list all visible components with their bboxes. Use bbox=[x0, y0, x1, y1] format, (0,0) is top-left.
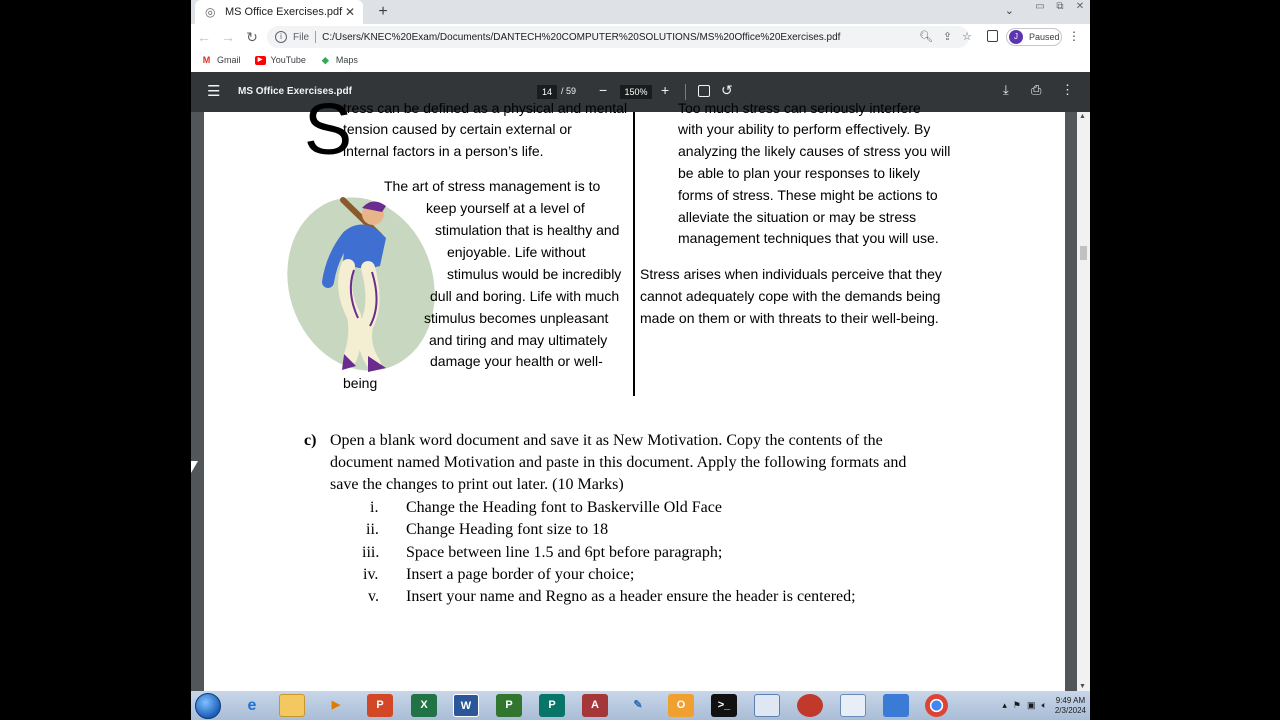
maps-icon: ◆ bbox=[321, 54, 329, 65]
zoom-out-icon[interactable]: − bbox=[599, 82, 608, 98]
close-window-icon[interactable]: ✕ bbox=[1075, 1, 1085, 12]
tab-title: MS Office Exercises.pdf bbox=[225, 6, 343, 18]
list-item-number: v. bbox=[368, 588, 379, 605]
bookmark-gmail[interactable] bbox=[201, 55, 241, 65]
powerpoint-icon[interactable]: P bbox=[367, 694, 393, 717]
info-icon[interactable]: i bbox=[275, 31, 287, 43]
wrap-line: being bbox=[343, 375, 378, 391]
clock-date: 2/3/2024 bbox=[1054, 705, 1086, 715]
zoom-in-icon[interactable]: + bbox=[661, 82, 670, 98]
browser-toolbar bbox=[191, 24, 1090, 50]
list-item-number: i. bbox=[370, 499, 379, 516]
outlook-icon[interactable]: O bbox=[668, 694, 694, 717]
left-col-line: tension caused by certain external or bbox=[343, 121, 572, 137]
chrome-window bbox=[191, 0, 1090, 691]
document-title: MS Office Exercises.pdf bbox=[238, 86, 352, 97]
wrap-line: stimulus becomes unpleasant bbox=[424, 310, 609, 326]
list-item-number: iv. bbox=[363, 566, 379, 583]
browser-menu-icon[interactable]: ⋮ bbox=[1068, 29, 1080, 43]
list-item: Change Heading font size to 18 bbox=[406, 521, 609, 538]
start-button[interactable] bbox=[195, 693, 221, 719]
side-panel-icon[interactable] bbox=[987, 30, 998, 42]
mouse-cursor bbox=[191, 461, 198, 473]
image-viewer-icon[interactable] bbox=[754, 694, 780, 717]
clock-time: 9:49 AM bbox=[1055, 695, 1086, 705]
baseball-player-illustration bbox=[288, 186, 438, 376]
profile-status: Paused bbox=[1029, 32, 1060, 42]
divider bbox=[315, 31, 316, 43]
list-item: Space between line 1.5 and 6pt before paragraph; bbox=[406, 544, 723, 561]
download-icon[interactable]: ⤓ bbox=[1003, 82, 1009, 97]
list-item: Insert your name and Regno as a header ensure the header is centered; bbox=[406, 588, 856, 605]
address-bar[interactable] bbox=[267, 26, 969, 48]
right-col-line: be able to plan your responses to likely bbox=[678, 165, 921, 181]
back-icon[interactable]: ← bbox=[197, 29, 211, 45]
bookmark-label: Gmail bbox=[217, 55, 241, 65]
tray-arrow-icon[interactable]: ▴ bbox=[1002, 700, 1007, 710]
scheme-label: File bbox=[293, 31, 310, 43]
question-label: c) bbox=[304, 432, 317, 449]
wrap-line: stimulation that is healthy and bbox=[435, 222, 620, 238]
scroll-down-icon[interactable]: ▼ bbox=[1079, 683, 1086, 690]
omnibox-actions bbox=[919, 30, 972, 43]
print-icon[interactable]: ⎙ bbox=[1031, 82, 1042, 97]
wrap-line: enjoyable. Life without bbox=[447, 244, 586, 260]
scrollbar[interactable] bbox=[1077, 112, 1090, 691]
forward-icon[interactable]: → bbox=[221, 29, 235, 45]
window-controls bbox=[1030, 0, 1090, 16]
network-icon[interactable] bbox=[840, 694, 866, 717]
paint-icon[interactable]: ✎ bbox=[633, 699, 643, 711]
question-line: save the changes to print out later. (10 Marks) bbox=[330, 476, 624, 493]
wrap-line: dull and boring. Life with much bbox=[430, 288, 620, 304]
folder-icon[interactable] bbox=[279, 694, 305, 717]
wrap-line: keep yourself at a level of bbox=[426, 200, 585, 216]
wrap-line: The art of stress management is to bbox=[384, 178, 601, 194]
rotate-icon[interactable]: ↺ bbox=[721, 82, 733, 98]
right-col-line: alleviate the situation or may be stress bbox=[678, 209, 917, 225]
right-col-line: analyzing the likely causes of stress you will bbox=[678, 143, 951, 159]
close-tab-icon[interactable]: ✕ bbox=[344, 5, 356, 19]
tab-pdf[interactable] bbox=[195, 0, 363, 24]
system-tray bbox=[996, 691, 1086, 720]
youtube-icon: ▶ bbox=[255, 56, 266, 65]
menu-icon[interactable]: ☰ bbox=[207, 83, 221, 100]
left-col-cut-line: tress can be defined as a physical and mental bbox=[343, 100, 628, 116]
tool-icon[interactable] bbox=[883, 694, 909, 717]
right-col-cut-line: Too much stress can seriously interfere bbox=[678, 100, 921, 116]
tab-strip bbox=[191, 0, 1090, 24]
zoom-input[interactable]: 150% bbox=[620, 85, 652, 99]
right-col-para2-line: Stress arises when individuals perceive that they bbox=[640, 266, 942, 282]
chrome-icon[interactable] bbox=[925, 694, 948, 717]
word-icon[interactable]: W bbox=[453, 694, 479, 717]
clock[interactable] bbox=[1055, 696, 1086, 716]
internet-explorer-icon[interactable]: e bbox=[247, 697, 257, 714]
wrap-line: stimulus would be incredibly bbox=[447, 266, 622, 282]
list-item-number: iii. bbox=[362, 544, 380, 561]
avatar: J bbox=[1009, 30, 1023, 44]
right-col-line: management techniques that you will use. bbox=[678, 230, 939, 246]
restore-icon[interactable]: ⧉ bbox=[1056, 1, 1064, 12]
list-item: Change the Heading font to Baskerville Old Face bbox=[406, 499, 722, 516]
publisher-alt-icon[interactable]: P bbox=[539, 694, 565, 717]
flag-icon[interactable]: ⚑ bbox=[1012, 700, 1021, 710]
wrap-line: damage your health or well- bbox=[430, 353, 603, 369]
drop-cap: S bbox=[304, 90, 353, 170]
bookmark-label: Maps bbox=[335, 55, 358, 65]
network-tray-icon[interactable]: ▣ bbox=[1026, 700, 1036, 710]
bookmark-star-icon[interactable]: ☆ bbox=[962, 31, 972, 43]
column-divider bbox=[633, 112, 635, 396]
profile-button[interactable] bbox=[1006, 28, 1062, 46]
reload-icon[interactable]: ↻ bbox=[246, 29, 258, 45]
question-line: document named Motivation and paste in this document. Apply the following formats and bbox=[330, 454, 907, 471]
excel-icon[interactable]: X bbox=[411, 694, 437, 717]
question-line: Open a blank word document and save it as New Motivation. Copy the contents of the bbox=[330, 432, 883, 449]
right-col-para2-line: made on them or with threats to their well-being. bbox=[640, 310, 939, 326]
list-item: Insert a page border of your choice; bbox=[406, 566, 635, 583]
page-number-input[interactable]: 14 bbox=[537, 85, 557, 99]
app-icon[interactable] bbox=[797, 694, 823, 717]
volume-icon[interactable]: 🔈︎ bbox=[1041, 700, 1047, 710]
publisher-icon[interactable]: P bbox=[496, 694, 522, 717]
scroll-up-icon[interactable]: ▲ bbox=[1079, 113, 1086, 120]
left-col-line: internal factors in a person’s life. bbox=[343, 143, 544, 159]
toolbar-divider bbox=[685, 84, 686, 100]
list-item-number: ii. bbox=[366, 521, 379, 538]
page-total: / 59 bbox=[561, 86, 577, 96]
minimize-icon[interactable]: ▭ bbox=[1035, 1, 1045, 12]
gmail-icon: M bbox=[202, 54, 211, 65]
media-player-icon[interactable]: ▶ bbox=[331, 699, 341, 711]
taskbar bbox=[191, 691, 1090, 720]
wrap-line: and tiring and may ultimately bbox=[429, 332, 608, 348]
bookmarks-bar bbox=[191, 50, 1090, 70]
tab-search-icon[interactable]: ⌄ bbox=[1004, 5, 1014, 17]
new-tab-button[interactable]: + bbox=[378, 3, 388, 20]
more-actions-icon[interactable]: ⋮ bbox=[1061, 82, 1074, 97]
access-icon[interactable]: A bbox=[582, 694, 608, 717]
url-text[interactable]: C:/Users/KNEC%20Exam/Documents/DANTECH%20COMPUTER%20SOLUTIONS/MS%20Office%20Exercises.pdf bbox=[322, 31, 841, 43]
command-prompt-icon[interactable]: >_ bbox=[711, 694, 737, 717]
share-icon[interactable]: ⇪ bbox=[942, 31, 953, 43]
scrollbar-thumb[interactable] bbox=[1080, 246, 1087, 260]
globe-icon: ◎ bbox=[205, 5, 216, 19]
pdf-viewer bbox=[191, 72, 1090, 691]
right-col-para2-line: cannot adequately cope with the demands being bbox=[640, 288, 941, 304]
bookmark-youtube[interactable] bbox=[255, 55, 306, 65]
fit-to-page-icon[interactable] bbox=[698, 85, 710, 97]
bookmark-label: YouTube bbox=[270, 55, 306, 65]
right-col-line: forms of stress. These might be actions to bbox=[678, 187, 938, 203]
zoom-icon[interactable]: 🔍︎ bbox=[918, 31, 933, 43]
bookmark-maps[interactable] bbox=[320, 55, 358, 65]
right-col-line: with your ability to perform effectively. By bbox=[678, 121, 931, 137]
